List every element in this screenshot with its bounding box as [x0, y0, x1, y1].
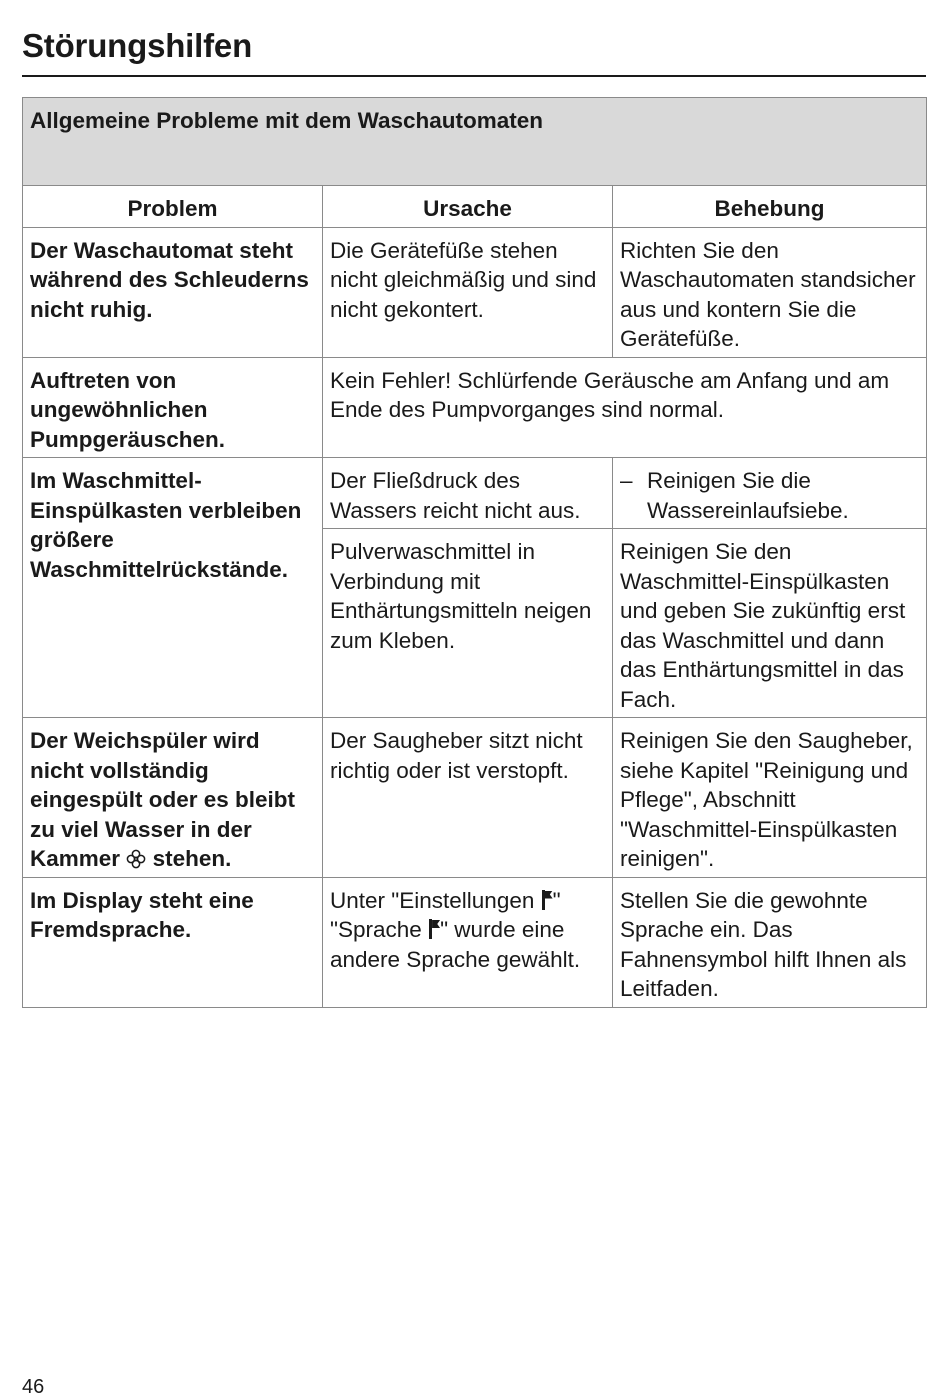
remedy-cell: Reinigen Sie den Waschmittel-Einspülkasten und geben Sie zukünftig erst das Waschmittel und dann das Enthärtungsmittel in das Fach. — [613, 529, 927, 718]
remedy-cell: Stellen Sie die gewohnte Sprache ein. Das Fahnensymbol hilft Ihnen als Leitfaden. — [613, 877, 927, 1007]
cause-remedy-cell: Kein Fehler! Schlürfende Geräusche am Anfang und am Ende des Pumpvorganges sind normal. — [323, 357, 927, 458]
cause-text-3: " wurde eine andere Sprache gewählt. — [330, 917, 581, 972]
cause-cell: Der Fließdruck des Wassers reicht nicht aus. — [323, 458, 613, 529]
problem-cell: Im Display steht eine Fremdsprache. — [23, 877, 323, 1007]
column-header-row — [23, 186, 927, 228]
problem-text-end: stehen. — [152, 846, 232, 871]
flag-icon — [428, 919, 440, 939]
title-divider — [22, 75, 926, 77]
cause-cell: Pulverwaschmittel in Verbindung mit Enthärtungsmitteln neigen zum Kleben. — [323, 529, 613, 718]
problem-cell: Der Waschautomat steht während des Schleuderns nicht ruhig. — [23, 227, 323, 357]
column-header-problem: Problem — [23, 186, 323, 228]
cause-cell: Die Gerätefüße stehen nicht gleichmäßig und sind nicht gekontert. — [323, 227, 613, 357]
cause-cell: Der Saugheber sitzt nicht richtig oder ist verstopft. — [323, 718, 613, 878]
dash-list-item — [620, 466, 919, 525]
list-dash: – — [620, 468, 633, 493]
table-row — [23, 877, 927, 1007]
section-header-row — [23, 98, 927, 186]
section-title: Allgemeine Probleme mit dem Waschautomaten — [23, 98, 927, 186]
remedy-text: Reinigen Sie die Wassereinlaufsiebe. — [647, 468, 849, 523]
table-row — [23, 718, 927, 878]
problem-cell: Im Waschmittel-Einspülkasten verbleiben größere Waschmittelrückstände. — [23, 458, 323, 718]
problem-text: Der Weichspüler wird nicht vollständig eingespült oder es bleibt zu viel Wasser in der Kammer — [30, 728, 296, 871]
problem-cell — [23, 718, 323, 878]
remedy-cell: Reinigen Sie den Saugheber, siehe Kapitel "Reinigung und Pflege", Abschnitt "Waschmittel-Einspülkasten reinigen". — [613, 718, 927, 878]
column-header-remedy: Behebung — [613, 186, 927, 228]
table-row — [23, 458, 927, 529]
page-title: Störungshilfen — [22, 27, 253, 64]
flag-icon — [541, 890, 553, 910]
fabric-softener-flower-icon — [126, 849, 146, 869]
troubleshooting-table — [22, 97, 927, 1008]
remedy-cell — [613, 458, 927, 529]
table-row — [23, 357, 927, 458]
cause-text-2: " "Sprache — [330, 887, 561, 942]
cause-cell — [323, 877, 613, 1007]
column-header-cause: Ursache — [323, 186, 613, 228]
page-number: 46 — [22, 1376, 45, 1398]
table-row — [23, 227, 927, 357]
cause-text-1: Unter "Einstellungen — [330, 887, 535, 913]
problem-cell: Auftreten von ungewöhnlichen Pumpgeräuschen. — [23, 357, 323, 458]
remedy-cell: Richten Sie den Waschautomaten standsicher aus und kontern Sie die Gerätefüße. — [613, 227, 927, 357]
